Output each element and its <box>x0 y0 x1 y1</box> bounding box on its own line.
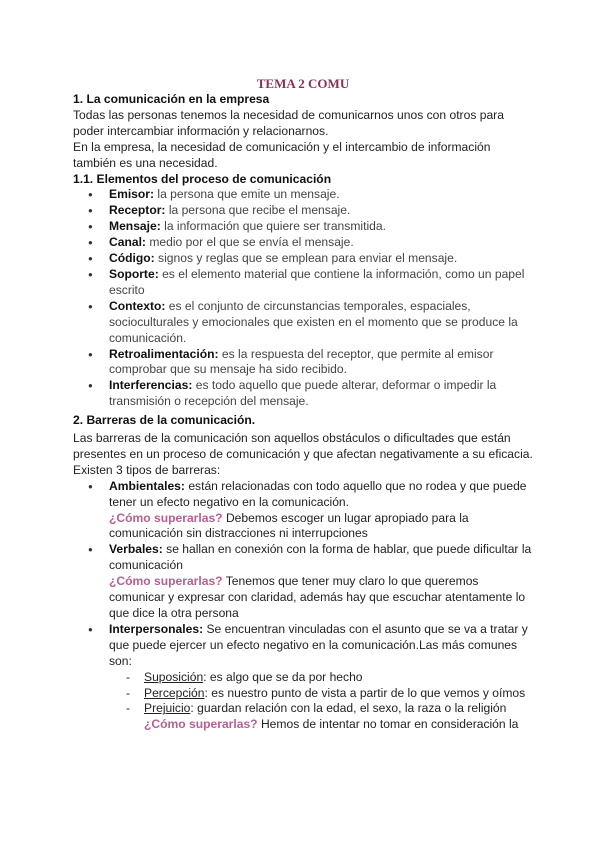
list-item <box>109 670 533 686</box>
list-item <box>73 479 533 543</box>
section-2-paragraph-2: Existen 3 tipos de barreras: <box>73 462 221 477</box>
list-item <box>73 299 533 347</box>
section-1-paragraph-2: En la empresa, la necesidad de comunicación y el intercambio de información también es una necesidad. <box>73 139 491 170</box>
list-item <box>73 187 533 203</box>
term: Percepción <box>144 685 205 700</box>
term: Interferencias: <box>109 378 193 393</box>
list-item <box>73 622 533 733</box>
elements-list <box>73 187 533 410</box>
description: la información que quiere ser transmitida. <box>160 219 386 234</box>
description: es el elemento material que contiene la información, como un papel escrito <box>109 266 525 297</box>
interpersonal-sublist <box>109 670 533 734</box>
description: signos y reglas que se emplean para enviar el mensaje. <box>154 251 458 266</box>
term: Contexto: <box>109 298 166 313</box>
description: la persona que emite un mensaje. <box>154 187 340 202</box>
term: Mensaje: <box>109 219 161 234</box>
list-item <box>73 235 533 251</box>
section-2-paragraph-1: Las barreras de la comunicación son aquellos obstáculos o dificultades que están presentes en un proceso de comunicación y que afectan negativamente a su eficacia. <box>73 431 533 461</box>
description: : es nuestro punto de vista a partir de lo que vemos y oímos <box>204 685 526 700</box>
document-page <box>73 76 533 733</box>
term: Prejuicio <box>144 701 191 716</box>
how-to-overcome-text: Debemos escoger un lugar apropiado para la comunicación sin distracciones ni interrupciones <box>109 510 469 541</box>
description: es el conjunto de circunstancias temporales, espaciales, socioculturales y emocionales que existen en el momento que se produce la comunicación. <box>109 298 518 345</box>
section-2-heading: 2. Barreras de la comunicación. <box>73 413 256 428</box>
description: : guardan relación con la edad, el sexo, la raza o la religión <box>190 701 507 716</box>
list-item <box>109 701 533 733</box>
section-1-paragraph-1: Todas las personas tenemos la necesidad de comunicarnos unos con otros para poder intercambiar información y relacionarnos. <box>73 107 504 138</box>
list-item <box>109 686 533 702</box>
barriers-list <box>73 479 533 734</box>
description: la persona que recibe el mensaje. <box>165 203 351 218</box>
term: Verbales: <box>109 542 163 557</box>
list-item <box>73 347 533 379</box>
list-item <box>73 542 533 622</box>
term: Interpersonales: <box>109 621 204 636</box>
list-item <box>73 203 533 219</box>
list-item <box>73 267 533 299</box>
how-to-overcome-label: ¿Cómo superarlas? <box>109 574 223 589</box>
term: Código: <box>109 251 155 266</box>
term: Ambientales: <box>109 478 185 493</box>
term: Canal: <box>109 235 146 250</box>
description: : es algo que se da por hecho <box>203 669 363 684</box>
section-1-1-heading: 1.1. Elementos del proceso de comunicación <box>73 171 332 186</box>
description: se hallan en conexión con la forma de hablar, que puede dificultar la comunicación <box>109 542 532 573</box>
term: Emisor: <box>109 187 155 202</box>
how-to-overcome-text: Tenemos que tener muy claro lo que queremos comunicar y expresar con claridad, además hay que escuchar atentamente lo que dice la otra persona <box>109 574 526 620</box>
list-item <box>73 251 533 267</box>
how-to-overcome-label: ¿Cómo superarlas? <box>144 717 258 732</box>
term: Soporte: <box>109 266 159 281</box>
term: Receptor: <box>109 203 166 218</box>
description: están relacionadas con todo aquello que no rodea y que puede tener un efecto negativo en la comunicación. <box>109 478 527 509</box>
description: medio por el que se envía el mensaje. <box>145 235 354 250</box>
how-to-overcome-label: ¿Cómo superarlas? <box>109 510 223 525</box>
document-title: TEMA 2 COMU <box>256 76 350 91</box>
description: Se encuentran vinculadas con el asunto que se va a tratar y que puede ejercer un efecto negativo en la comunicación.Las más comunes son: <box>109 621 528 668</box>
term: Retroalimentación: <box>109 346 219 361</box>
section-1-heading: 1. La comunicación en la empresa <box>73 92 270 106</box>
how-to-overcome-text: Hemos de intentar no tomar en consideración la <box>257 717 519 732</box>
list-item <box>73 378 533 410</box>
description: es la respuesta del receptor, que permite al emisor comprobar que su mensaje ha sido recibido. <box>109 346 494 377</box>
term: Suposición <box>144 669 204 684</box>
description: es todo aquello que puede alterar, deformar o impedir la transmisión o recepción del mensaje. <box>109 378 497 409</box>
list-item <box>73 219 533 235</box>
